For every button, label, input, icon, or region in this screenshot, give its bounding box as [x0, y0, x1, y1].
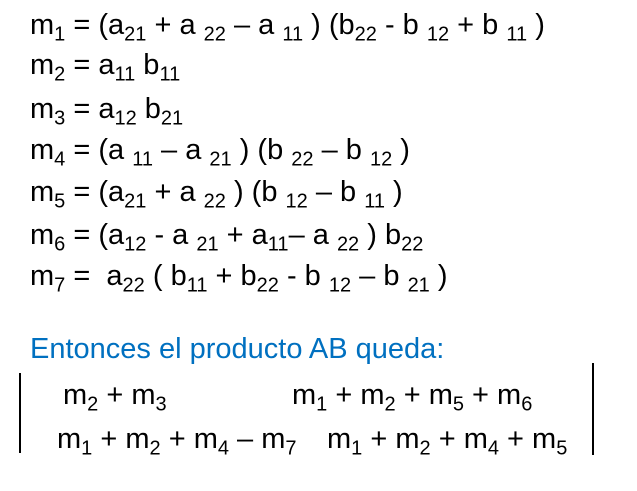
eq-label: m — [30, 9, 55, 41]
matrix-right-bracket — [592, 363, 594, 455]
equation-m6: $m_6 = (a_{12} - a$ $_{21} + a_{11}-$ a $_{22}$ ) $b_{22}$ — [30, 219, 424, 256]
matrix-cell-21: $m_1 + m_2 + m_4 - m_7$ — [57, 423, 297, 460]
equation-m4: $m_4 = (a$ $_{11}$ – a $_{21}$ ) (b $_{22}$ – b $_{12}$ ) — [30, 134, 410, 171]
matrix-cell-12: $m_1 + m_2 + m_5 + m_6$ — [292, 379, 533, 416]
equation-m3: $m_3 = a_{12}$ $b_{21}$ — [30, 93, 184, 130]
equation-m5: $m_5 = (a_{21} + a$ $_{22}$ ) (b $_{12}$ – b $_{11}$ ) — [30, 176, 403, 213]
equation-m1: $m_1 = (a_{21} + a$ $_{22}$ – a $_{11}$ ) ($b_{22}$ - b $_{12}$ + b $_{11}$ ) — [30, 9, 545, 46]
matrix-left-bracket — [19, 373, 21, 453]
conclusion-text: Entonces el producto AB queda: — [30, 333, 445, 365]
equation-m2: $m_2 = a_{11}$ $b_{11}$ — [30, 49, 181, 86]
matrix-cell-11: $m_2 + m_3$ — [63, 379, 167, 416]
matrix-cell-22: $m_1 + m_2 + m_4 + m_5$ — [327, 423, 568, 460]
equation-m7: $m_7 = a_{22}$ ( $b_{11} + b_{22} - b$ $_{12}$ – b $_{21}$ ) — [30, 260, 448, 297]
